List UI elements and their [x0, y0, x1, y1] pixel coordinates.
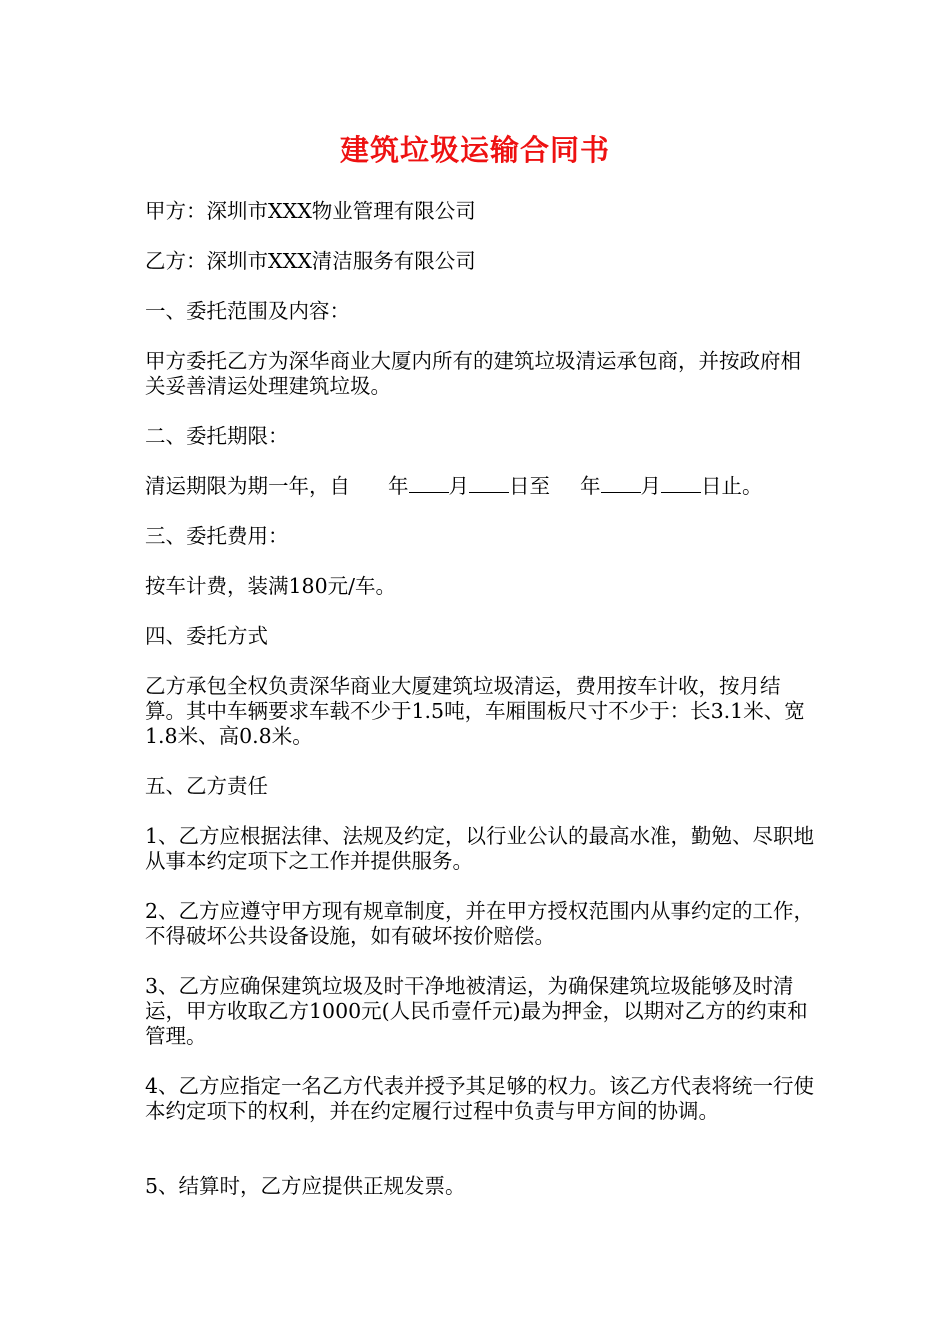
- period-month-end: 月: [640, 474, 661, 498]
- section5-item-1: 1、乙方应根据法律、法规及约定，以行业公认的最高水准，勤勉、尽职地从事本约定项下之工作并提供服务。: [145, 824, 815, 873]
- section4-heading: 四、委托方式: [145, 624, 268, 648]
- section1-heading: 一、委托范围及内容：: [145, 299, 350, 323]
- section5-item-3: 3、乙方应确保建筑垃圾及时干净地被清运，为确保建筑垃圾能够及时清运，甲方收取乙方1000元(人民币壹仟元)最为押金，以期对乙方的约束和管理。: [145, 974, 808, 1048]
- period-year-end: 年: [580, 474, 601, 498]
- period-year-start: 年: [388, 474, 409, 498]
- blank-day-end: [661, 474, 701, 493]
- blank-day-start: [469, 474, 509, 493]
- party-b: 乙方：深圳市XXX清洁服务有限公司: [145, 249, 476, 273]
- party-a: 甲方：深圳市XXX物业管理有限公司: [145, 199, 476, 223]
- period-day-to: 日至: [509, 474, 550, 498]
- section5-item-5: 5、结算时，乙方应提供正规发票。: [145, 1174, 466, 1198]
- blank-month-start: [409, 474, 449, 493]
- section2-heading: 二、委托期限：: [145, 424, 289, 448]
- section5-item-2: 2、乙方应遵守甲方现有规章制度，并在甲方授权范围内从事约定的工作，不得破坏公共设备设施，如有破坏按价赔偿。: [145, 899, 815, 948]
- document-title: 建筑垃圾运输合同书: [339, 133, 610, 167]
- section3-text: 按车计费，装满180元/车。: [145, 574, 397, 598]
- section5-heading: 五、乙方责任: [145, 774, 268, 798]
- period-prefix: 清运期限为期一年，自: [145, 474, 350, 498]
- section5-item-4: 4、乙方应指定一名乙方代表并授予其足够的权力。该乙方代表将统一行使本约定项下的权利，并在约定履行过程中负责与甲方间的协调。: [145, 1074, 815, 1123]
- section2-period: [145, 474, 825, 499]
- section1-text: 甲方委托乙方为深华商业大厦内所有的建筑垃圾清运承包商，并按政府相关妥善清运处理建筑垃圾。: [145, 349, 801, 398]
- section4-text: 乙方承包全权负责深华商业大厦建筑垃圾清运，费用按车计收，按月结算。其中车辆要求车载不少于1.5吨，车厢围板尺寸不少于：长3.1米、宽1.8米、高0.8米。: [145, 674, 805, 748]
- section3-heading: 三、委托费用：: [145, 524, 289, 548]
- period-month-start: 月: [448, 474, 469, 498]
- period-day-end: 日止。: [701, 474, 763, 498]
- blank-month-end: [601, 474, 641, 493]
